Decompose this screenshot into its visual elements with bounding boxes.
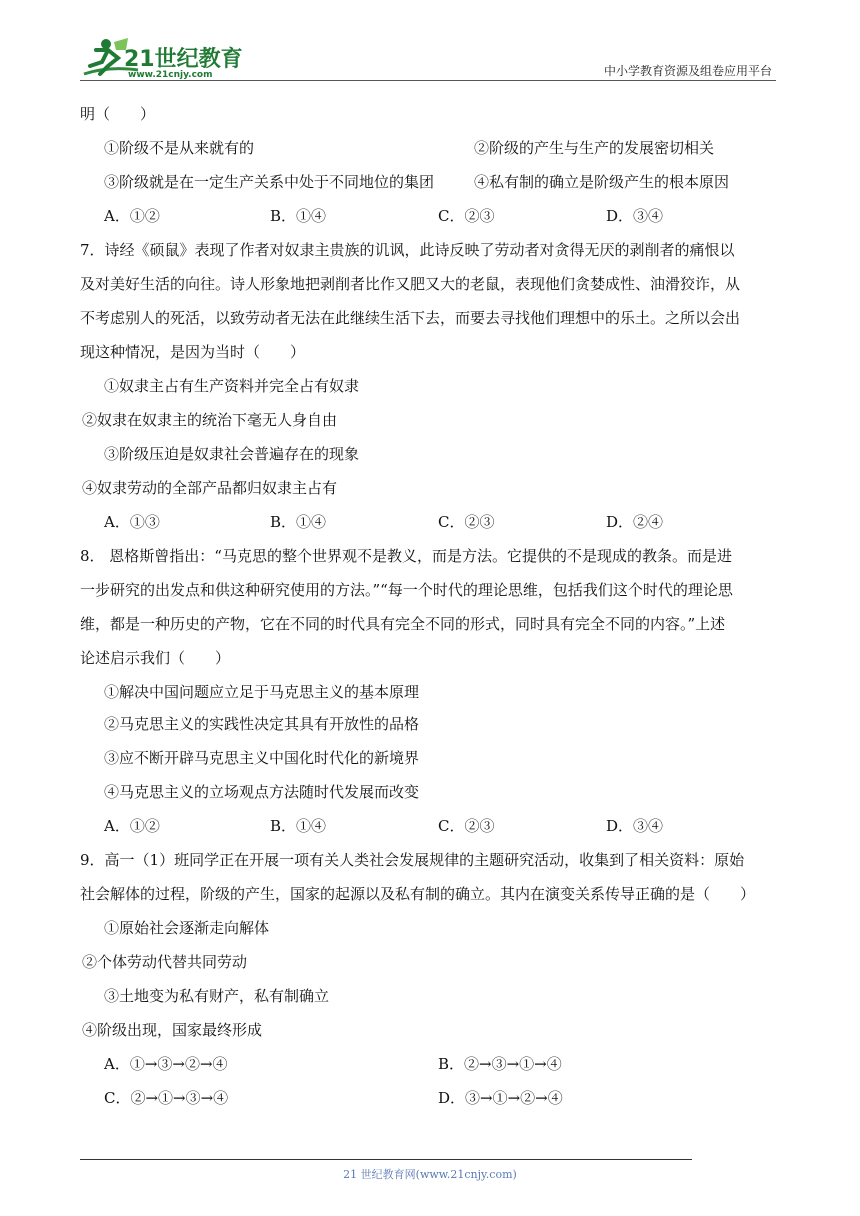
q6-stem-tail: 明（ ） bbox=[80, 105, 156, 123]
footer-link[interactable]: 21 世纪教育网(www.21cnjy.com) bbox=[343, 1168, 517, 1181]
q7-option-d[interactable]: D．②④ bbox=[606, 513, 664, 531]
q6-option-b[interactable]: B．①④ bbox=[270, 207, 327, 225]
q7-stem-line-4: 现这种情况，是因为当时（ ） bbox=[80, 343, 306, 361]
header-divider bbox=[80, 80, 776, 81]
q9-stem-line-2: 社会解体的过程，阶级的产生，国家的起源以及私有制的确立。其内在演变关系传导正确的是（ ） bbox=[80, 885, 756, 903]
q7-statement-3: ③阶级压迫是奴隶社会普遍存在的现象 bbox=[104, 445, 360, 463]
q9-statement-3: ③土地变为私有财产，私有制确立 bbox=[104, 987, 330, 1005]
q8-option-b[interactable]: B．①④ bbox=[270, 817, 327, 835]
q9-option-d[interactable]: D．③→①→②→④ bbox=[438, 1089, 563, 1107]
q8-option-a[interactable]: A．①② bbox=[104, 817, 160, 835]
q9-statement-1: ①原始社会逐渐走向解体 bbox=[104, 919, 270, 937]
q6-option-d[interactable]: D．③④ bbox=[606, 207, 664, 225]
q8-stem-line-1: 8． 恩格斯曾指出：“马克思的整个世界观不是教义，而是方法。它提供的不是现成的教条。而是进 bbox=[80, 547, 732, 565]
q9-statement-2: ②个体劳动代替共同劳动 bbox=[82, 953, 248, 971]
q6-option-a[interactable]: A．①② bbox=[104, 207, 160, 225]
q7-option-c[interactable]: C．②③ bbox=[438, 513, 495, 531]
q7-stem-line-2: 及对美好生活的向往。诗人形象地把剥削者比作又肥又大的老鼠，表现他们贪婪成性、油滑狡诈，从 bbox=[80, 275, 741, 293]
q6-statement-2: ②阶级的产生与生产的发展密切相关 bbox=[474, 139, 715, 157]
site-logo bbox=[78, 36, 248, 80]
q8-stem-line-3: 维，都是一种历史的产物，它在不同的时代具有完全不同的形式，同时具有完全不同的内容。”上述 bbox=[80, 615, 726, 633]
q9-stem-line-1: 9．高一（1）班同学正在开展一项有关人类社会发展规律的主题研究活动，收集到了相关资料：原始 bbox=[80, 851, 745, 869]
q8-statement-2: ②马克思主义的实践性决定其具有开放性的品格 bbox=[104, 715, 420, 733]
q8-option-c[interactable]: C．②③ bbox=[438, 817, 495, 835]
q7-statement-2: ②奴隶在奴隶主的统治下毫无人身自由 bbox=[82, 411, 338, 429]
q7-stem-line-3: 不考虑别人的死活，以致劳动者无法在此继续生活下去，而要去寻找他们理想中的乐土。之所以会出 bbox=[80, 309, 741, 327]
q9-option-c[interactable]: C．②→①→③→④ bbox=[104, 1089, 229, 1107]
q9-option-a[interactable]: A．①→③→②→④ bbox=[104, 1055, 228, 1073]
q8-statement-4: ④马克思主义的立场观点方法随时代发展而改变 bbox=[104, 783, 420, 801]
q7-statement-1: ①奴隶主占有生产资料并完全占有奴隶 bbox=[104, 377, 360, 395]
logo-text: 21世纪教育 bbox=[124, 47, 243, 72]
q6-statement-3: ③阶级就是在一定生产关系中处于不同地位的集团 bbox=[104, 173, 435, 191]
q8-statement-3: ③应不断开辟马克思主义中国化时代化的新境界 bbox=[104, 749, 420, 767]
q7-option-a[interactable]: A．①③ bbox=[104, 513, 160, 531]
q6-option-c[interactable]: C．②③ bbox=[438, 207, 495, 225]
q6-statement-4: ④私有制的确立是阶级产生的根本原因 bbox=[474, 173, 730, 191]
q9-statement-4: ④阶级出现，国家最终形成 bbox=[82, 1021, 263, 1039]
q8-statement-1: ①解决中国问题应立足于马克思主义的基本原理 bbox=[104, 683, 420, 701]
q8-stem-line-4: 论述启示我们（ ） bbox=[80, 649, 231, 667]
q9-option-b[interactable]: B．②→③→①→④ bbox=[438, 1055, 562, 1073]
q7-stem-line-1: 7．诗经《硕鼠》表现了作者对奴隶主贵族的讥讽，此诗反映了劳动者对贪得无厌的剥削者的痛恨以 bbox=[80, 241, 735, 259]
q7-option-b[interactable]: B．①④ bbox=[270, 513, 327, 531]
q8-stem-line-2: 一步研究的出发点和供这种研究使用的方法。”“每一个时代的理论思维，包括我们这个时代的理论思 bbox=[80, 581, 733, 599]
logo-url: www.21cnjy.com bbox=[128, 70, 213, 80]
q6-statement-1: ①阶级不是从来就有的 bbox=[104, 139, 255, 157]
platform-label: 中小学教育资源及组卷应用平台 bbox=[603, 64, 772, 78]
q7-statement-4: ④奴隶劳动的全部产品都归奴隶主占有 bbox=[82, 479, 338, 497]
footer-divider bbox=[80, 1159, 692, 1160]
q8-option-d[interactable]: D．③④ bbox=[606, 817, 664, 835]
